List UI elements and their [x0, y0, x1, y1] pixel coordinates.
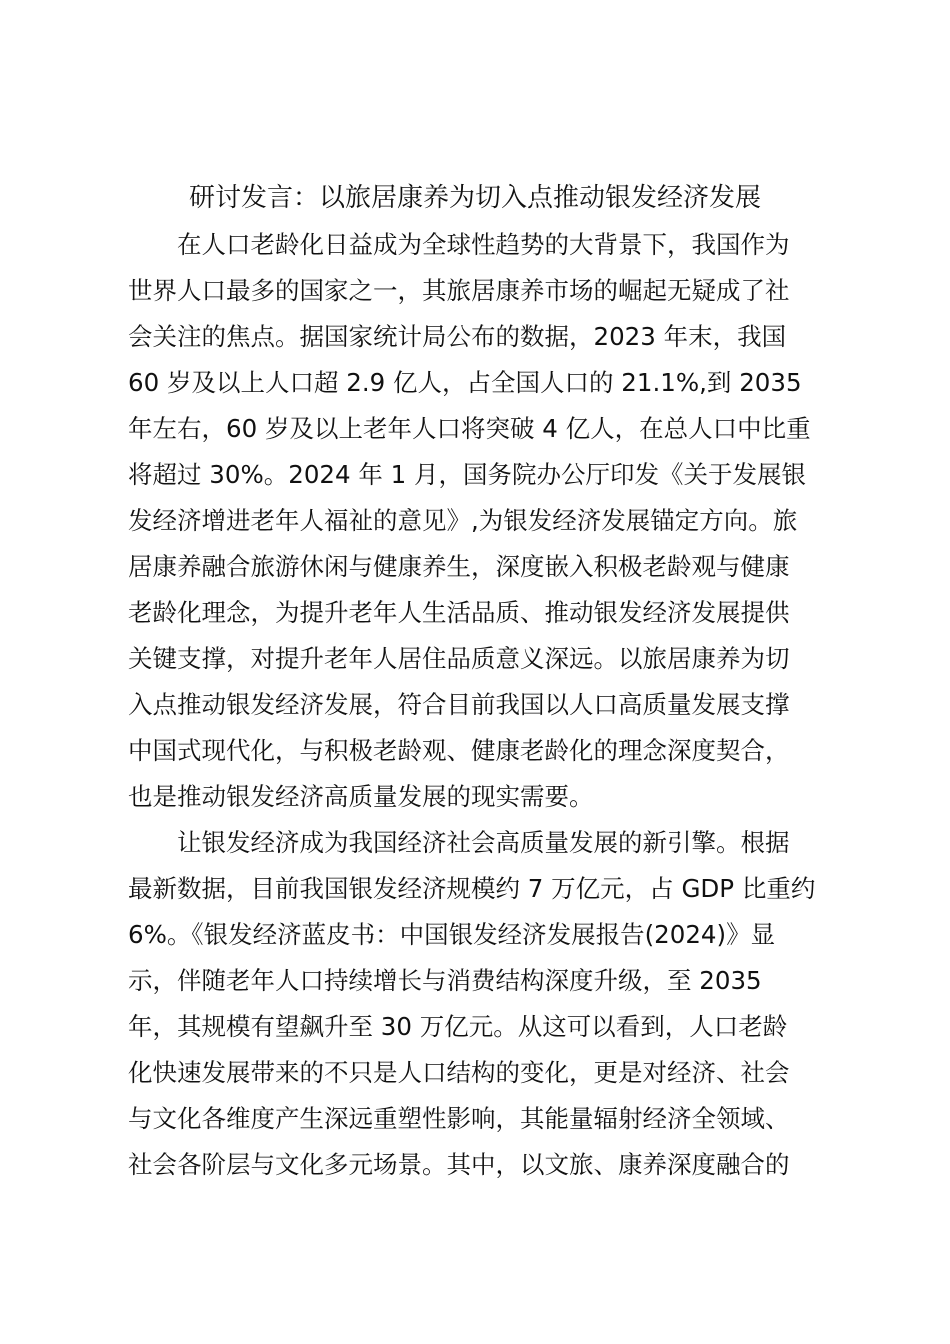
- paragraph-line: 年左右，60 岁及以上老年人口将突破 4 亿人，在总人口中比重: [128, 414, 811, 443]
- paragraph-line: 也是推动银发经济高质量发展的现实需要。: [128, 782, 594, 811]
- paragraph-line: 示，伴随老年人口持续增长与消费结构深度升级，至 2035: [128, 966, 762, 995]
- paragraph-line: 社会各阶层与文化多元场景。其中，以文旅、康养深度融合的: [128, 1150, 790, 1179]
- paragraph-line: 60 岁及以上人口超 2.9 亿人，占全国人口的 21.1%,到 2035: [128, 368, 802, 397]
- paragraph-line: 让银发经济成为我国经济社会高质量发展的新引擎。根据: [177, 828, 790, 857]
- paragraph-line: 老龄化理念，为提升老年人生活品质、推动银发经济发展提供: [128, 598, 790, 627]
- paragraph-line: 世界人口最多的国家之一，其旅居康养市场的崛起无疑成了社: [128, 276, 790, 305]
- paragraph-line: 会关注的焦点。据国家统计局公布的数据，2023 年末，我国: [128, 322, 787, 351]
- paragraph-line: 入点推动银发经济发展，符合目前我国以人口高质量发展支撑: [128, 690, 790, 719]
- paragraph-line: 关键支撑，对提升老年人居住品质意义深远。以旅居康养为切: [128, 644, 790, 673]
- paragraph-line: 年，其规模有望飙升至 30 万亿元。从这可以看到，人口老龄: [128, 1012, 788, 1041]
- paragraph-line: 最新数据，目前我国银发经济规模约 7 万亿元，占 GDP 比重约: [128, 874, 816, 903]
- paragraph-line: 6%。《银发经济蓝皮书：中国银发经济发展报告(2024)》显: [128, 920, 776, 949]
- paragraph-line: 中国式现代化，与积极老龄观、健康老龄化的理念深度契合，: [128, 736, 790, 765]
- paragraph-line: 在人口老龄化日益成为全球性趋势的大背景下，我国作为: [177, 230, 790, 259]
- document-title: 研讨发言：以旅居康养为切入点推动银发经济发展: [188, 183, 761, 213]
- paragraph-line: 化快速发展带来的不只是人口结构的变化，更是对经济、社会: [128, 1058, 790, 1087]
- paragraph-line: 居康养融合旅游休闲与健康养生，深度嵌入积极老龄观与健康: [128, 552, 790, 581]
- paragraph-line: 将超过 30%。2024 年 1 月，国务院办公厅印发《关于发展银: [128, 460, 807, 489]
- paragraph-line: 与文化各维度产生深远重塑性影响，其能量辐射经济全领域、: [128, 1104, 790, 1133]
- paragraph-line: 发经济增进老年人福祉的意见》,为银发经济发展锚定方向。旅: [128, 506, 798, 535]
